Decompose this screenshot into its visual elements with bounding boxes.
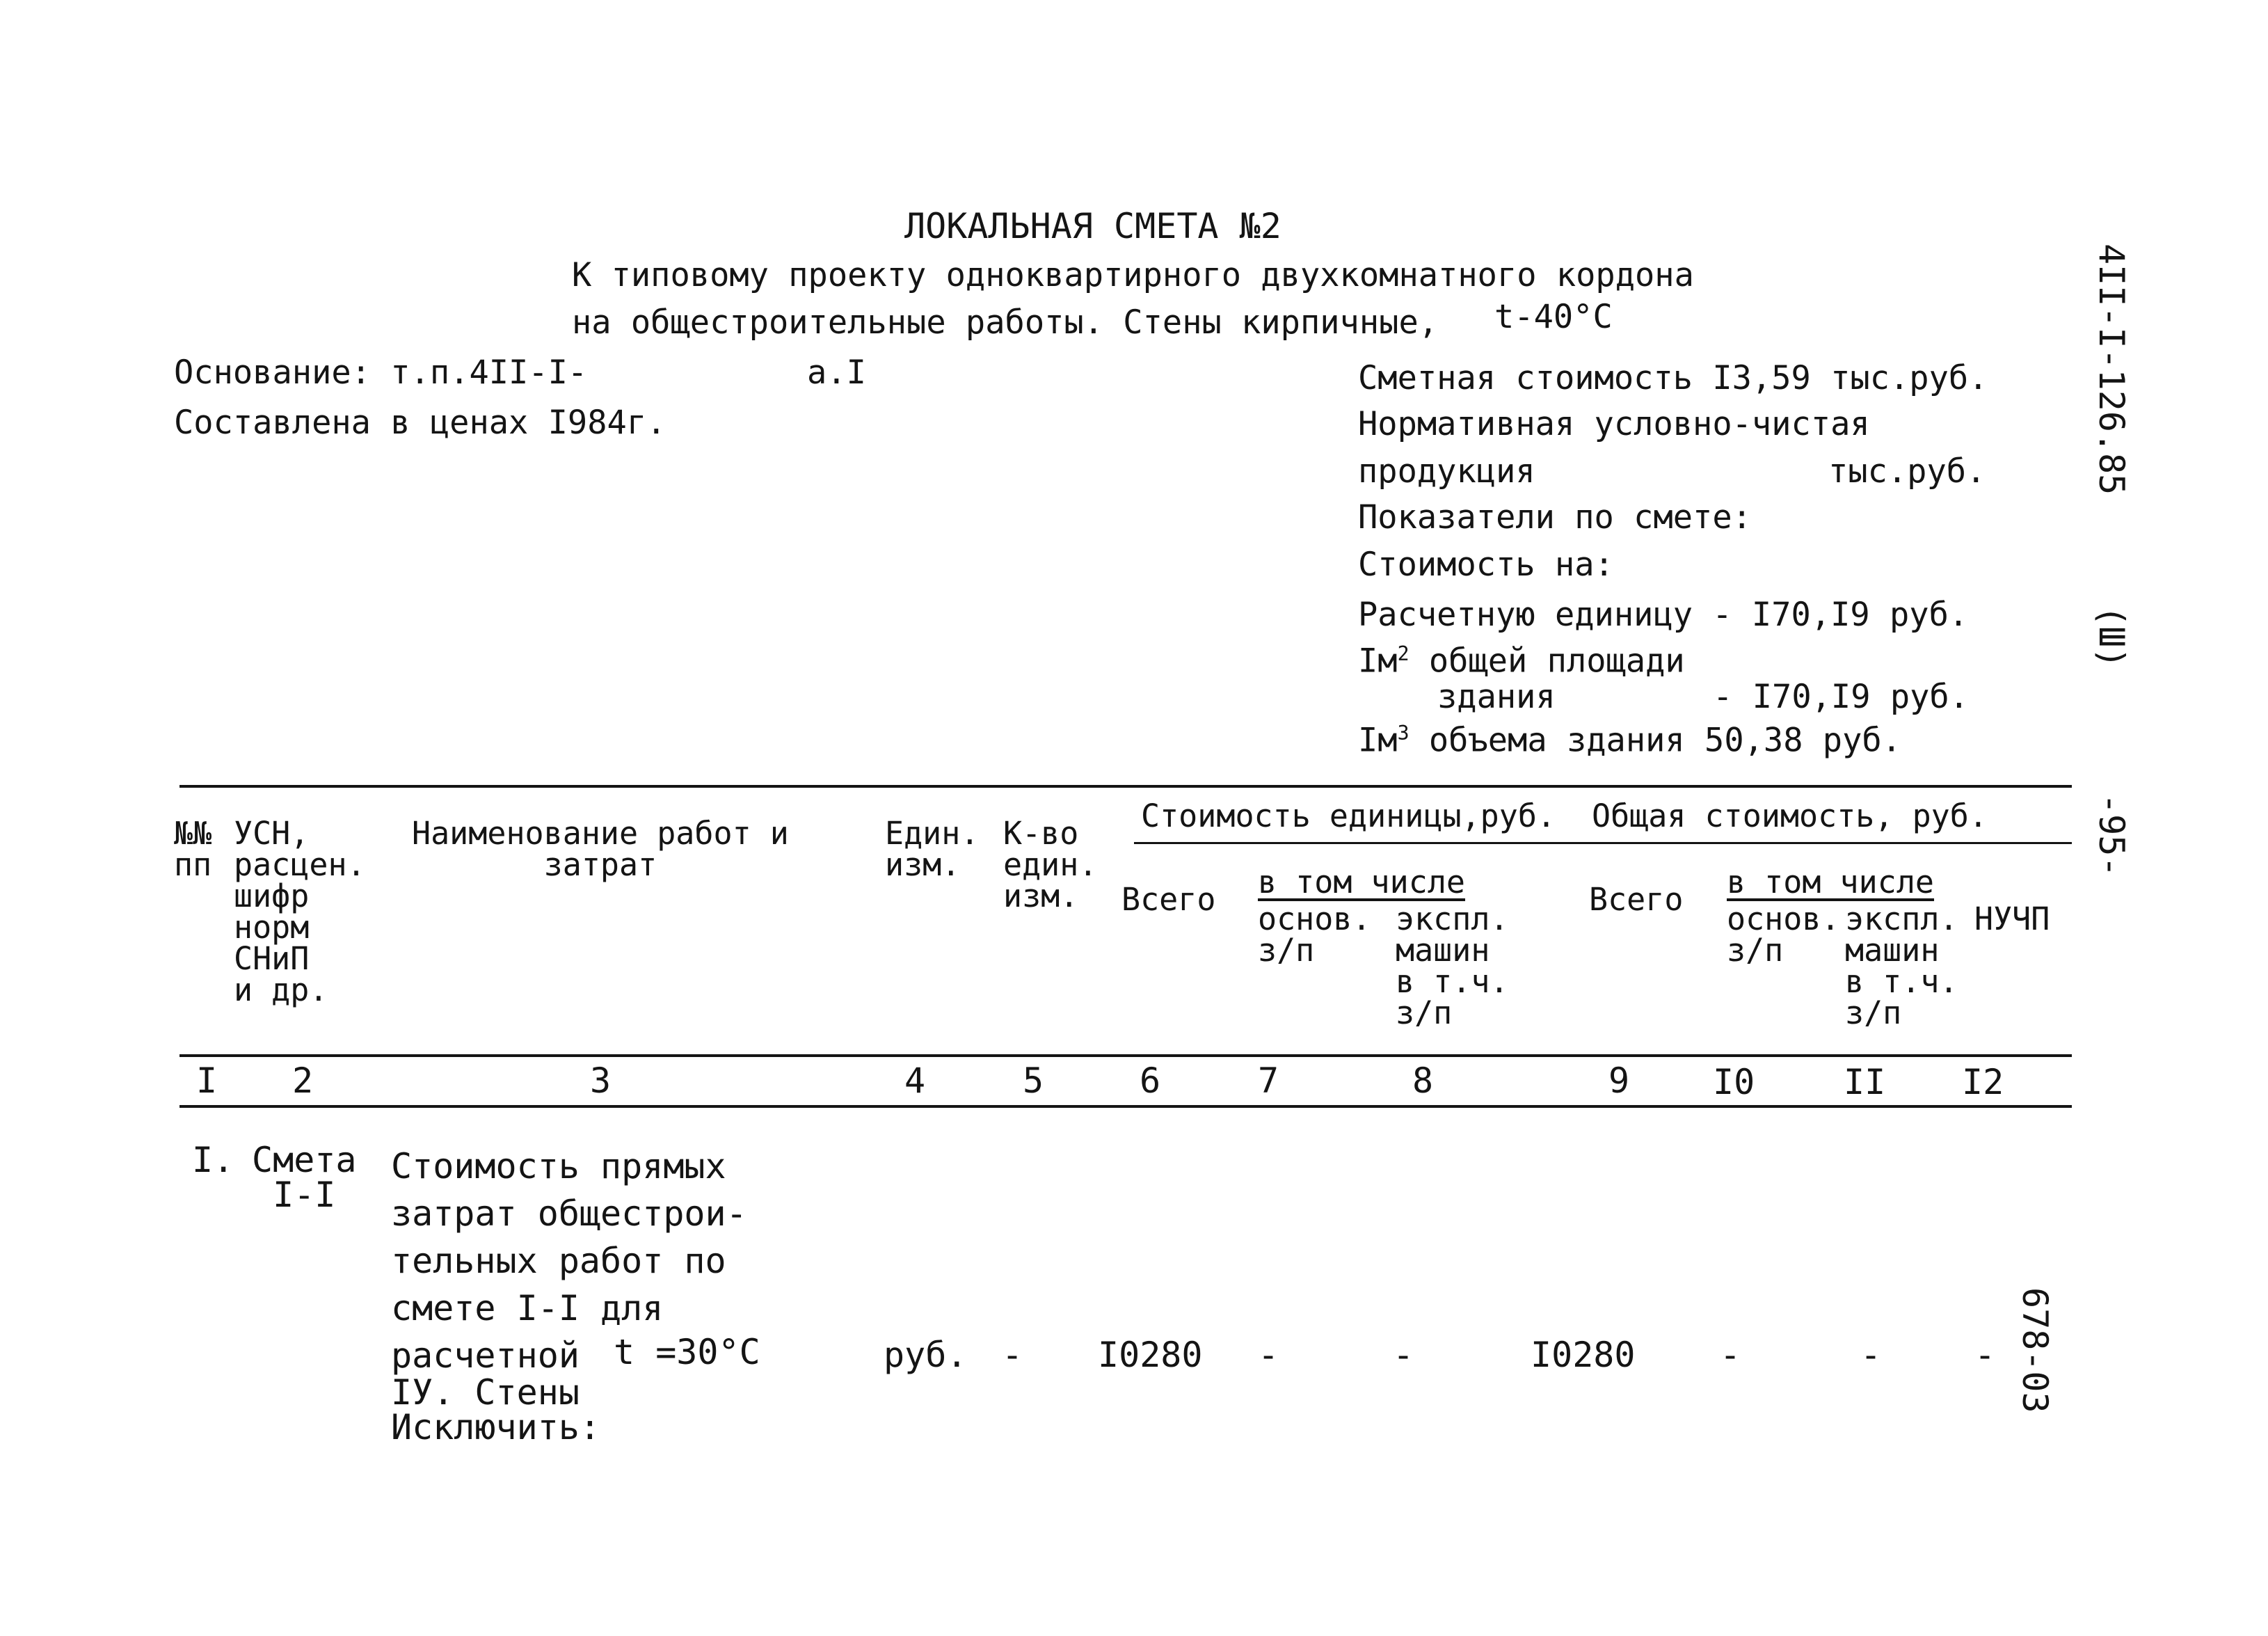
row-unit: руб. — [884, 1335, 968, 1375]
column-number: 7 — [1258, 1061, 1279, 1101]
row-quantity: - — [1002, 1335, 1023, 1375]
column-number: 4 — [904, 1061, 926, 1101]
header-row-number: №№ пп — [174, 815, 212, 883]
table-top-rule — [179, 785, 2072, 788]
column-numbers-rule — [179, 1105, 2072, 1108]
row-nuchp: - — [1974, 1335, 1996, 1375]
column-number: II — [1844, 1062, 1886, 1102]
row-grand-base-wage: - — [1720, 1335, 1741, 1375]
prices-year: Составлена в ценах I984г. — [174, 404, 666, 442]
cost-per-m3: $Iм^3$ объема здания 50,38 руб. — [1358, 721, 1901, 760]
document-title: ЛОКАЛЬНАЯ СМЕТА №2 — [904, 206, 1281, 246]
cost-per-unit: Расчетную единицу - I70,I9 руб. — [1358, 596, 1969, 634]
header-grand-including: в том числе — [1727, 864, 1935, 900]
column-number: 8 — [1412, 1061, 1434, 1101]
basis-label: Основание: т.п.4II-I- — [174, 354, 588, 392]
stamp-number: 678-03 — [2015, 1287, 2055, 1413]
row-work-name-tail: IУ. Стены Исключить: — [391, 1372, 601, 1447]
column-number: 6 — [1140, 1061, 1161, 1101]
row-grand-total: I0280 — [1531, 1335, 1636, 1375]
row-unit-base-wage: - — [1258, 1335, 1279, 1375]
column-number: 2 — [292, 1061, 314, 1101]
header-quantity: К-во един. изм. — [1003, 815, 1098, 914]
column-number: I — [196, 1061, 218, 1101]
subtitle-line-2: на общестроительные работы. Стены кирпичные, — [572, 303, 1439, 342]
normative-line-1: Нормативная условно-чистая — [1358, 405, 1870, 443]
header-total-cost-group: Общая стоимость, руб. — [1592, 797, 1988, 834]
cost-on-heading: Стоимость на: — [1358, 546, 1614, 584]
normative-line-2-label: продукция — [1358, 452, 1535, 491]
header-unit-base-wage: основ. з/п — [1258, 900, 1371, 969]
document-code: 4II-I-126.85 — [2091, 244, 2132, 495]
cost-per-m2-building: здания - I70,I9 руб. — [1437, 678, 1970, 716]
header-work-name: Наименование работ и затрат — [412, 815, 789, 883]
header-bottom-rule — [179, 1054, 2072, 1057]
column-number: 9 — [1608, 1061, 1630, 1101]
row-unit-total: I0280 — [1098, 1335, 1203, 1375]
column-number: I2 — [1962, 1062, 2004, 1102]
estimated-cost: Сметная стоимость I3,59 тыс.руб. — [1358, 359, 1988, 397]
header-grand-total: Всего — [1589, 881, 1684, 918]
row-grand-machines: - — [1860, 1335, 1882, 1375]
column-number: 5 — [1023, 1061, 1044, 1101]
header-unit-including: в том числе — [1258, 864, 1466, 900]
page-number: -95- — [2091, 793, 2132, 877]
row-unit-machines: - — [1393, 1335, 1414, 1375]
header-unit-total: Всего — [1121, 881, 1216, 918]
subtitle-line-1: К типовому проекту одноквартирного двухкомнатного кордона — [572, 256, 1694, 294]
header-code: УСН, расцен. шифр норм СНиП и др. — [234, 815, 366, 1008]
header-unit-machines: экспл. машин в т.ч. з/п — [1396, 900, 1509, 1031]
header-grand-base-wage: основ. з/п — [1727, 900, 1840, 969]
basis-album: а.I — [807, 354, 866, 392]
header-unit: Един. изм. — [885, 815, 980, 883]
row-number: I. — [192, 1140, 234, 1180]
section-mark: (Ш) — [2091, 605, 2132, 669]
row-code: Смета I-I — [252, 1140, 357, 1215]
design-temperature: t-40°C — [1494, 298, 1613, 336]
normative-line-2-unit: тыс.руб. — [1828, 452, 1986, 491]
row-work-name: Стоимость прямых затрат общестрои- тельных работ по смете I-I для расчетной — [391, 1146, 747, 1376]
header-unit-cost-group: Стоимость единицы,руб. — [1141, 797, 1556, 834]
indicators-heading: Показатели по смете: — [1358, 498, 1752, 537]
header-grand-machines: экспл. машин в т.ч. з/п — [1845, 900, 1958, 1031]
column-number: 3 — [590, 1061, 612, 1101]
column-number: I0 — [1713, 1062, 1755, 1102]
group-header-rule — [1134, 842, 2072, 844]
header-nuchp: НУЧП — [1974, 900, 2050, 937]
cost-per-m2: $Iм^2$ общей площади — [1358, 642, 1685, 681]
row-design-temperature: t =30°C — [614, 1332, 760, 1372]
